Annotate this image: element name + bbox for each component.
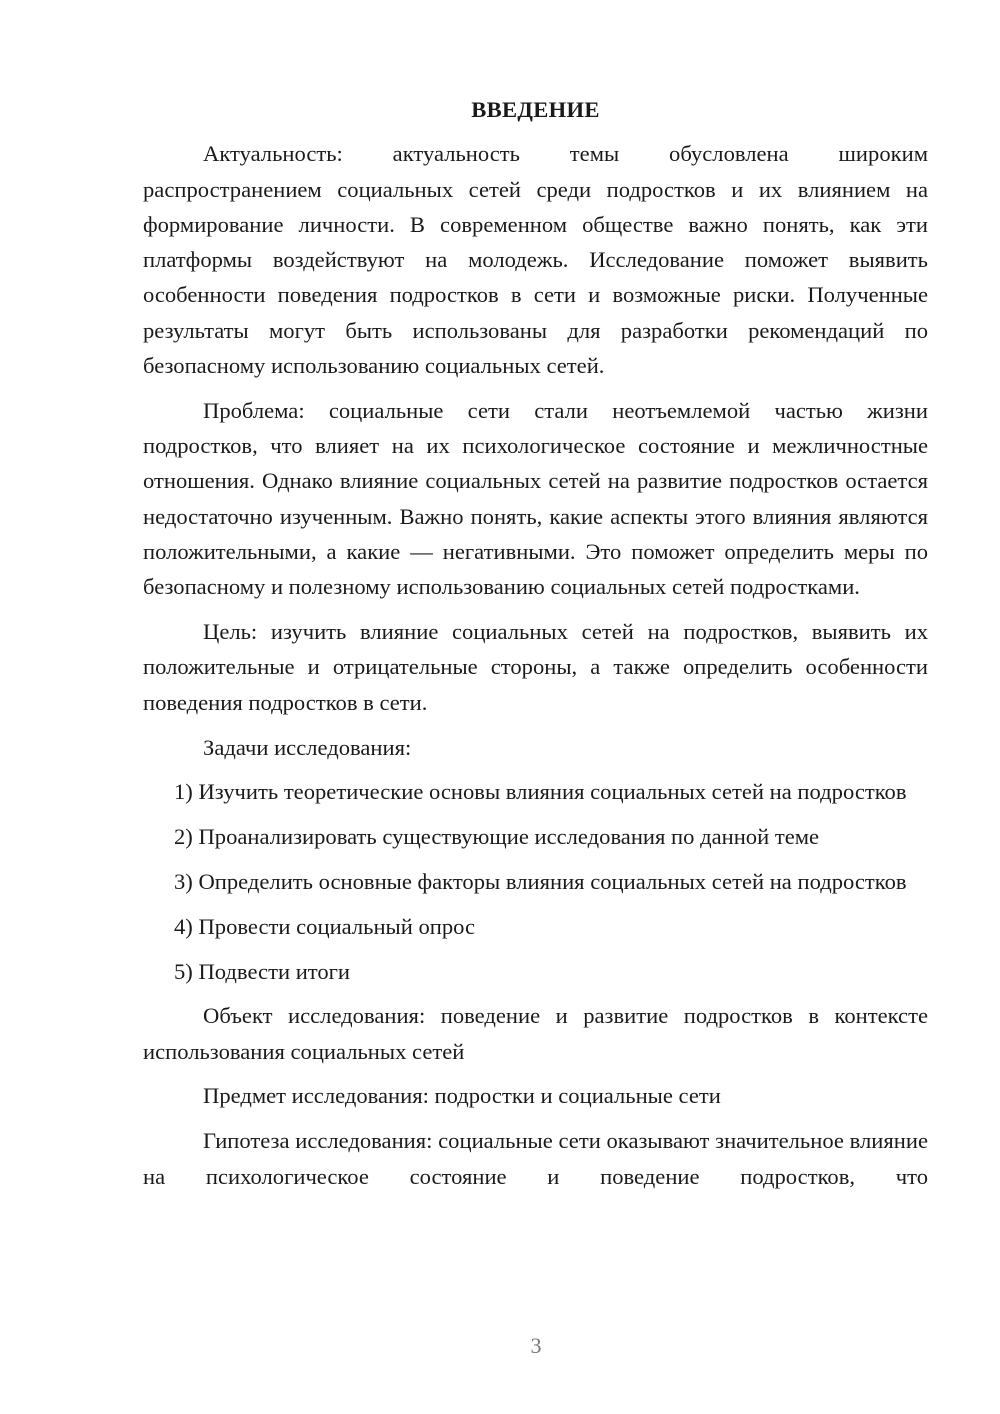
task-item: 4) Провести социальный опрос <box>174 913 476 939</box>
tasks-heading: Задачи исследования: <box>203 734 412 760</box>
section-title: ВВЕДЕНИЕ <box>471 97 600 122</box>
subject-paragraph: Предмет исследования: подростки и социальные сети <box>203 1083 721 1109</box>
task-item: 3) Определить основные факторы влияния социальных сетей на подростков <box>174 868 907 894</box>
document-page <box>143 92 928 1203</box>
page-number: 3 <box>530 1333 542 1358</box>
tasks-list <box>143 774 928 988</box>
goal-paragraph: Цель: изучить влияние социальных сетей на подростков, выявить их положительные и отрицательные стороны, а также определить особенности поведения подростков в сети. <box>143 619 928 715</box>
task-item: 5) Подвести итоги <box>174 958 351 984</box>
hypothesis-paragraph: Гипотеза исследования: социальные сети оказывают значительное влияние на психологическое состояние и поведение подростков, что <box>143 1128 928 1189</box>
problem-paragraph: Проблема: социальные сети стали неотъемлемой частью жизни подростков, что влияет на их психологическое состояние и межличностные отношения. Однако влияние социальных сетей на развитие подростков остается недостаточно изученным. Важно понять, какие аспекты этого влияния являются положительными, а какие — негативными. Это поможет определить меры по безопасному и полезному использованию социальных сетей подростками. <box>143 397 928 600</box>
task-item: 2) Проанализировать существующие исследования по данной теме <box>174 824 820 850</box>
task-item: 1) Изучить теоретические основы влияния социальных сетей на подростков <box>174 779 907 805</box>
object-paragraph: Объект исследования: поведение и развитие подростков в контексте использования социальных сетей <box>143 1003 928 1064</box>
relevance-paragraph: Актуальность: актуальность темы обусловлена широким распространением социальных сетей среди подростков и их влиянием на формирование личности. В современном обществе важно понять, как эти платформы воздействуют на молодежь. Исследование поможет выявить особенности поведения подростков в сети и возможные риски. Полученные результаты могут быть использованы для разработки рекомендаций по безопасному использованию социальных сетей. <box>143 141 928 379</box>
